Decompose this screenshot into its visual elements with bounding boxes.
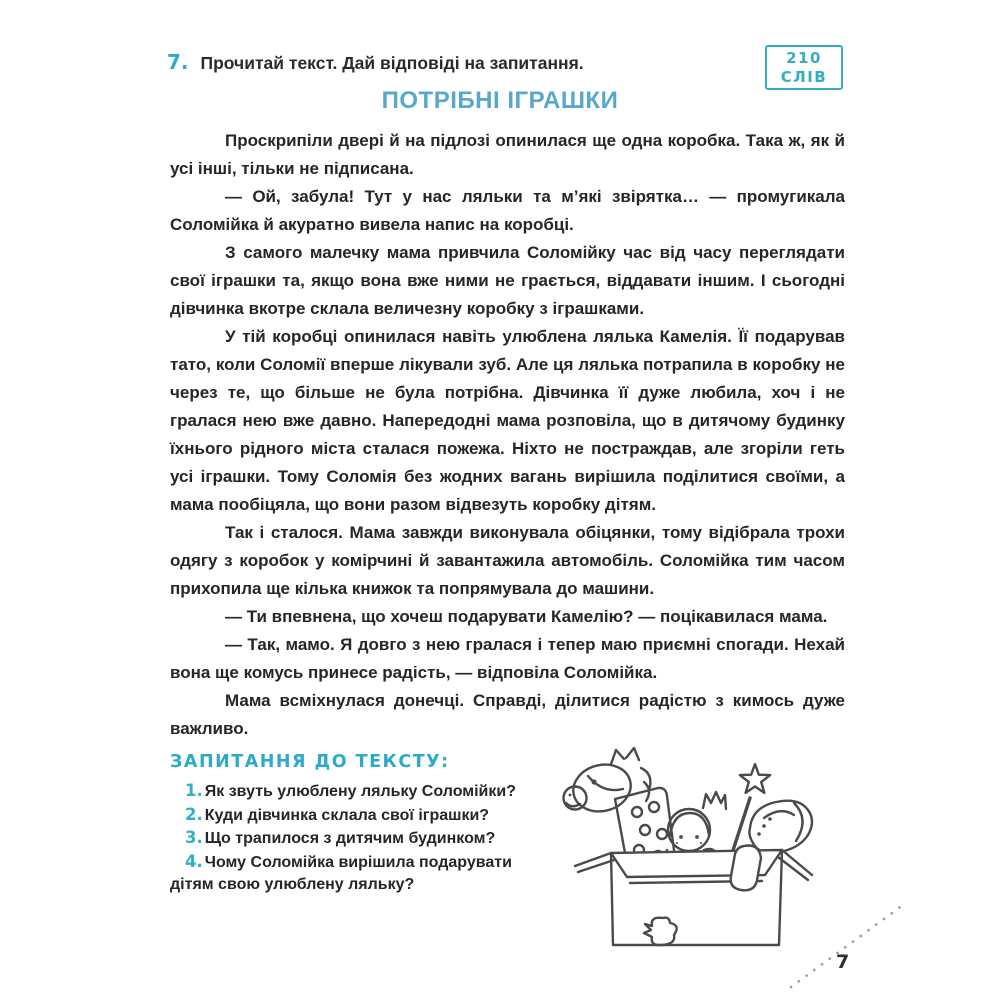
word-count-badge — [765, 45, 843, 90]
story-paragraph: З самого малечку мама привчила Соломійку час від часу переглядати свої іграшки та, якщо вона вже ними не грається, віддавати іншим. І сьогодні дівчинка вкотре склала величезну коробку з іграшками. — [170, 243, 845, 318]
toy-box-illustration-icon — [553, 746, 815, 956]
story-paragraph: — Ой, забула! Тут у нас ляльки та м’які звірятка… — промугикала Соломійка й акуратно вивела напис на коробці. — [170, 187, 845, 234]
question-text: Куди дівчинка склала свої іграшки? — [204, 806, 490, 824]
question-number: 4. — [185, 851, 203, 871]
story-paragraph: Так і сталося. Мама завжди виконувала обіцянки, тому відібрала трохи одягу з коробок у комірчині й завантажила автомобіль. Соломійка тим часом прихопила ще кілька книжок та попрямувала до машини. — [170, 523, 845, 598]
story-paragraph: Мама всміхнулася донечці. Справді, ділитися радістю з кимось дуже важливо. — [170, 691, 845, 738]
task-header — [167, 50, 727, 74]
cardboard-box-icon — [575, 850, 812, 945]
question-item — [170, 827, 542, 851]
dotted-diagonal-decoration — [783, 893, 913, 993]
task-instruction: Прочитай текст. Дай відповіді на запитання. — [200, 53, 584, 73]
question-item — [170, 851, 542, 897]
word-count-value: 210 — [786, 48, 822, 67]
question-number: 2. — [185, 804, 203, 824]
question-item — [170, 780, 542, 804]
toy-foot-icon — [731, 846, 761, 891]
question-text: Чому Соломійка вирішила подарувати дітям свою улюблену ляльку? — [170, 853, 512, 893]
story-body — [170, 127, 845, 743]
task-number: 7. — [167, 50, 189, 74]
story-paragraph: — Так, мамо. Я довго з нею гралася і тепер маю приємні спогади. Нехай вона ще комусь принесе радість, — відповіла Соломійка. — [170, 635, 845, 682]
question-text: Як звуть улюблену ляльку Соломійки? — [204, 783, 516, 800]
toy-plane-icon — [749, 801, 812, 853]
question-number: 1. — [185, 781, 203, 800]
questions-section — [170, 752, 542, 897]
question-item — [170, 804, 542, 828]
questions-heading: ЗАПИТАННЯ ДО ТЕКСТУ: — [170, 752, 450, 772]
word-count-label: СЛІВ — [780, 67, 828, 86]
story-paragraph: Проскрипіли двері й на підлозі опинилася ще одна коробка. Така ж, як й усі інші, тільки не підписана. — [170, 131, 845, 178]
story-paragraph: У тій коробці опинилася навіть улюблена лялька Камелія. Її подарував тато, коли Соломії вперше лікували зуб. Але ця лялька потрапила в коробку не через те, що більше не була потрібна. Дівчинка її дуже любила, хоч і не гралася нею вже давно. Напередодні мама розповіла, що в дитячому будинку їхнього рідного міста сталася пожежа. Ніхто не постраждав, але згоріли геть усі іграшки. Тому Соломія без жодних вагань вирішила поділитися своїми, а мама пообіцяла, що вони разом відвезуть коробку дітям. — [170, 327, 845, 514]
question-text: Що трапилося з дитячим будинком? — [204, 830, 496, 847]
question-number: 3. — [185, 828, 203, 847]
story-title: ПОТРІБНІ ІГРАШКИ — [381, 87, 619, 114]
story-paragraph: — Ти впевнена, що хочеш подарувати Камелію? — поцікавилася мама. — [225, 607, 828, 626]
page-number: 7 — [836, 951, 850, 973]
